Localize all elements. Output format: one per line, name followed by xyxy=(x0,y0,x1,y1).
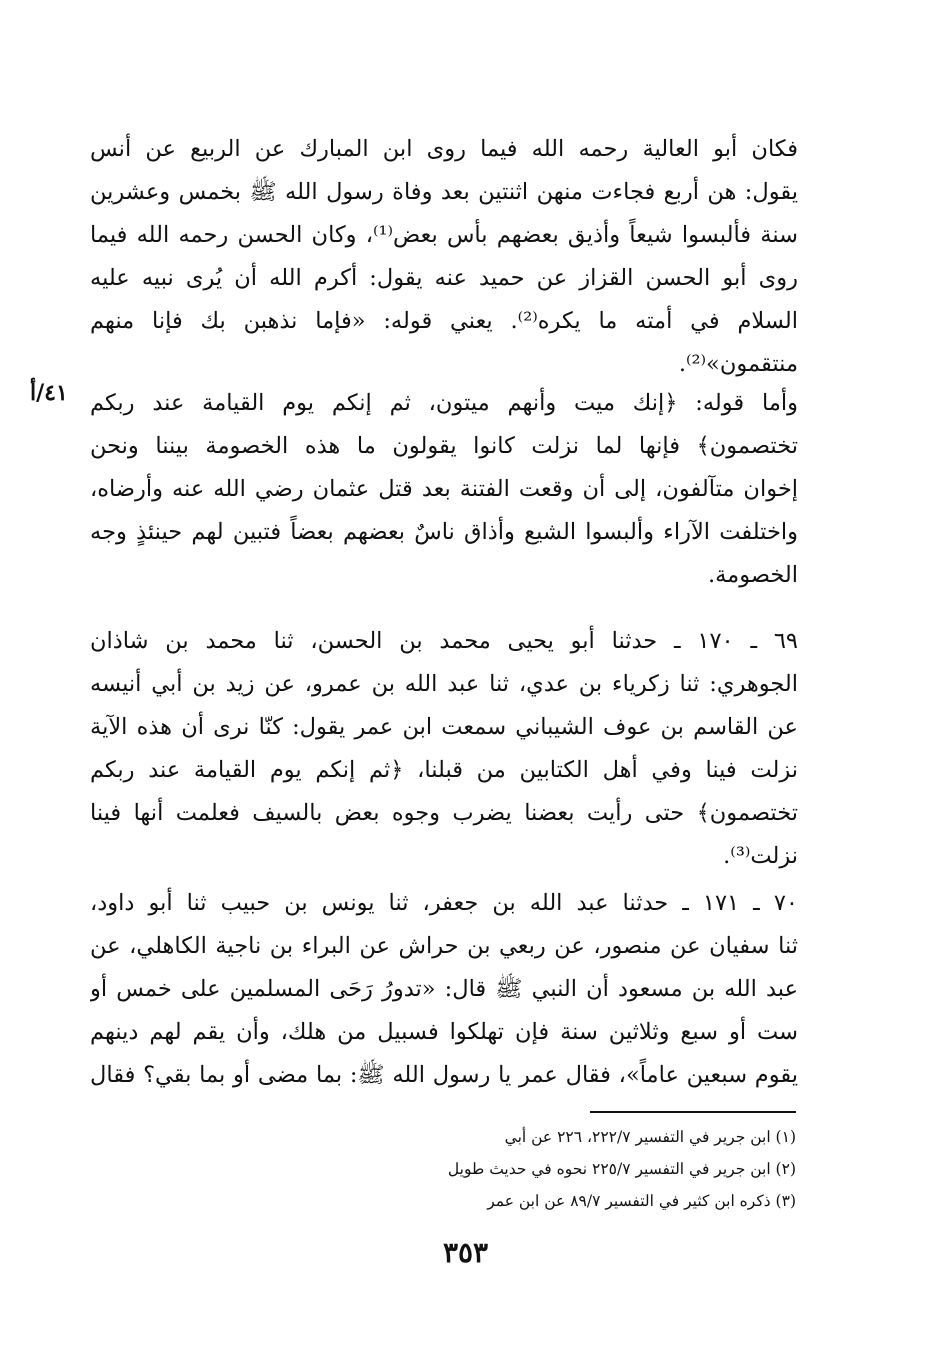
text-line: ٧٠ ـ ١٧١ ـ حدثنا عبد الله بن جعفر، ثنا يونس بن حبيب ثنا أبو داود، xyxy=(90,890,798,916)
text-line: فكان أبو العالية رحمه الله فيما روى ابن المبارك عن الربيع عن أنس xyxy=(90,136,798,162)
text-line: واختلفت الآراء وألبسوا الشيع وأذاق ناسٌ بعضهم بعضاً فتبين لهم حينئذٍ وجه xyxy=(90,519,798,545)
text-line: تختصمون﴾ فإنها لما نزلت كانوا يقولون ما هذه الخصومة بيننا ونحن xyxy=(90,433,798,459)
text-line: يقوم سبعين عاماً»، فقال عمر يا رسول الله ﷺ: بما مضى أو بما بقي؟ فقال xyxy=(90,1062,798,1088)
text-line: منتقمون»⁽²⁾. xyxy=(678,351,798,377)
text-line: ٦٩ ـ ١٧٠ ـ حدثنا أبو يحيى محمد بن الحسن، ثنا محمد بن شاذان xyxy=(90,628,798,654)
text-line: نزلت⁽³⁾. xyxy=(723,843,798,869)
text-line: نزلت فينا وفي أهل الكتابين من قبلنا، ﴿ثم إنكم يوم القيامة عند ربكم xyxy=(90,757,798,783)
page-number: ٣٥٣ xyxy=(442,1236,489,1269)
margin-note: ٤١/أ xyxy=(30,380,68,406)
paragraph-1 xyxy=(90,128,798,386)
text-line: إخوان متآلفون، إلى أن وقعت الفتنة بعد قتل عثمان رضي الله عنه وأرضاه، xyxy=(90,476,798,502)
text-line: الجوهري: ثنا زكرياء بن عدي، ثنا عبد الله بن عمرو، عن زيد بن أبي أنيسه xyxy=(90,671,798,697)
text-line: يقول: هن أربع فجاءت منهن اثنتين بعد وفاة رسول الله ﷺ بخمس وعشرين xyxy=(90,179,798,205)
text-line: عن القاسم بن عوف الشيباني سمعت ابن عمر يقول: كنّا نرى أن هذه الآية xyxy=(90,714,798,740)
text-line: عبد الله بن مسعود أن النبي ﷺ قال: «تدورُ رَحَى المسلمين على خمس أو xyxy=(90,976,798,1002)
footnote-2: (٢) ابن جرير في التفسير ٢٢٥/٧ نحوه في حديث طويل xyxy=(447,1160,796,1178)
text-line: ثنا سفيان عن منصور، عن ربعي بن حراش عن البراء بن ناجية الكاهلي، عن xyxy=(90,933,798,959)
text-line: السلام في أمته ما يكره⁽²⁾. يعني قوله: «فإما نذهبن بك فإنا منهم xyxy=(90,308,798,334)
footnote-3: (٣) ذكره ابن كثير في التفسير ٨٩/٧ عن ابن عمر xyxy=(487,1192,796,1210)
paragraph-4 xyxy=(90,882,798,1097)
footnote-1: (١) ابن جرير في التفسير ٢٢٢/٧، ٢٢٦ عن أبي xyxy=(504,1128,796,1146)
text-line: سنة فألبسوا شيعاً وأذيق بعضهم بأس بعض⁽¹⁾، وكان الحسن رحمه الله فيما xyxy=(90,222,798,248)
text-line: ست أو سبع وثلاثين سنة فإن تهلكوا فسبيل من هلك، وأن يقم لهم دينهم xyxy=(90,1019,798,1045)
footnote-divider xyxy=(590,1111,796,1113)
text-line: وأما قوله: ﴿إنك ميت وأنهم ميتون، ثم إنكم يوم القيامة عند ربكم xyxy=(90,390,798,416)
paragraph-3 xyxy=(90,620,798,878)
text-line: تختصمون﴾ حتى رأيت بعضنا يضرب وجوه بعض بالسيف فعلمت أنها فينا xyxy=(90,800,798,826)
text-line: الخصومة. xyxy=(707,562,798,588)
text-line: روى أبو الحسن القزاز عن حميد عنه يقول: أكرم الله أن يُرى نبيه عليه xyxy=(90,265,798,291)
paragraph-2 xyxy=(90,382,798,597)
